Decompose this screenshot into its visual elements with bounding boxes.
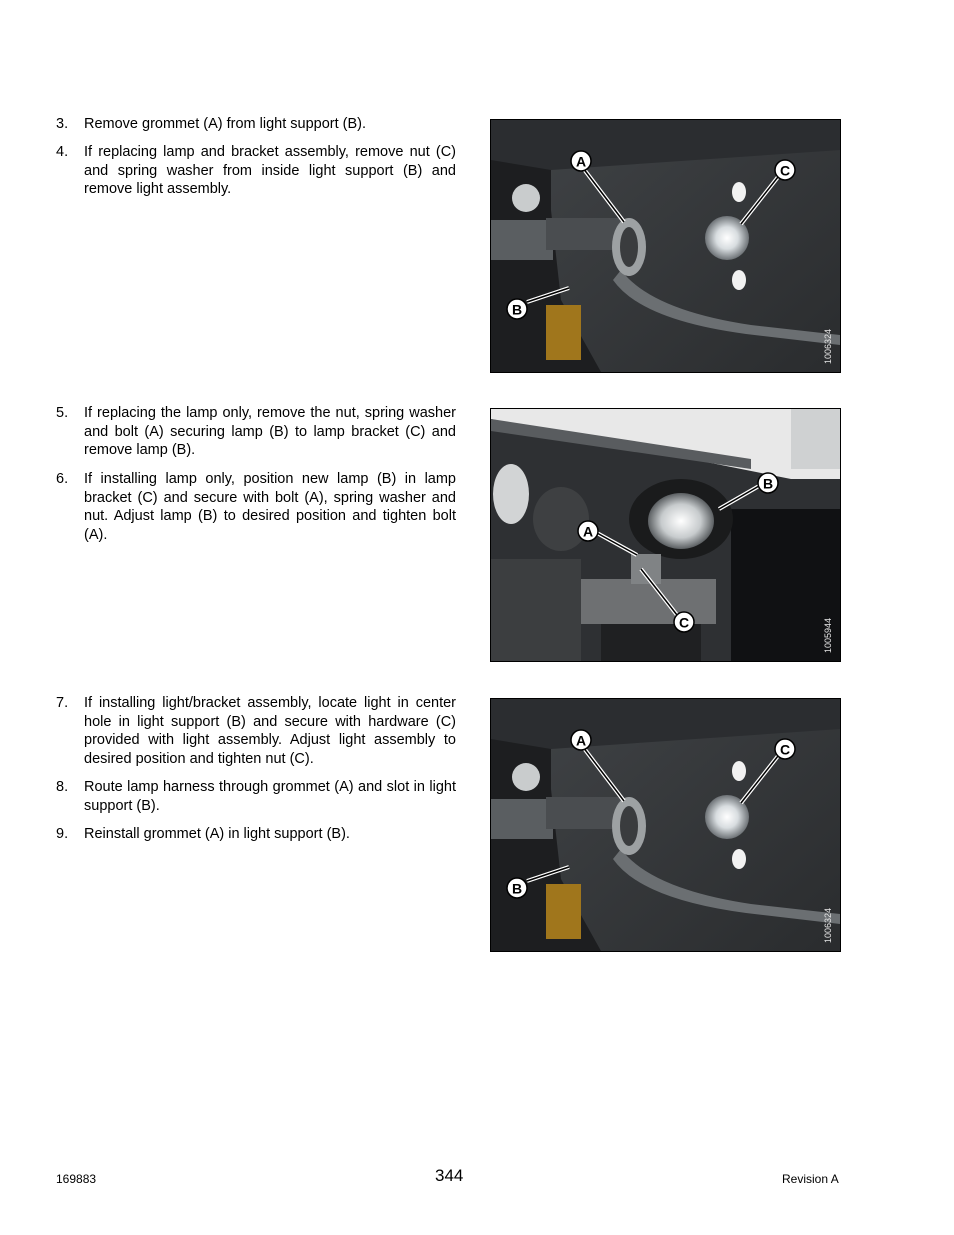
document-number: 169883 bbox=[56, 1172, 97, 1186]
callout-b: B bbox=[511, 880, 523, 897]
step-number: 4. bbox=[56, 144, 69, 160]
revision-label: Revision A bbox=[782, 1172, 839, 1186]
step-6 bbox=[56, 470, 456, 545]
callout-b: B bbox=[511, 301, 523, 318]
callout-c: C bbox=[678, 614, 690, 631]
step-text: Reinstall grommet (A) in light support (B). bbox=[84, 826, 350, 842]
figure-id: 1006324 bbox=[823, 328, 833, 364]
callout-b: B bbox=[762, 475, 774, 492]
step-7 bbox=[56, 694, 456, 769]
step-text: Remove grommet (A) from light support (B). bbox=[84, 116, 367, 132]
callout-a: A bbox=[575, 153, 587, 170]
step-number: 7. bbox=[56, 695, 69, 711]
step-4 bbox=[56, 143, 456, 199]
step-number: 9. bbox=[56, 826, 69, 842]
step-text: Route lamp harness through grommet (A) and slot in light support (B). bbox=[84, 779, 456, 814]
step-text: If replacing the lamp only, remove the nut, spring washer and bolt (A) securing lamp (B) to lamp bracket (C) and remove lamp (B). bbox=[84, 405, 456, 459]
figure-light-support-grommet bbox=[490, 119, 841, 373]
figure-id: 1006324 bbox=[823, 907, 833, 943]
step-number: 8. bbox=[56, 779, 69, 795]
callout-a: A bbox=[575, 732, 587, 749]
figure-id: 1005944 bbox=[823, 617, 833, 653]
step-9 bbox=[56, 825, 456, 844]
step-text: If installing lamp only, position new lamp (B) in lamp bracket (C) and secure with bolt (A), spring washer and nut. Adjust lamp (B) to desired position and tighten bolt (A). bbox=[84, 471, 456, 544]
step-text: If installing light/bracket assembly, locate light in center hole in light support (B) and secure with hardware (C) provided with light assembly. Adjust light assembly to desired position and tighten nut (C). bbox=[84, 695, 456, 768]
step-number: 3. bbox=[56, 116, 69, 132]
step-number: 5. bbox=[56, 405, 69, 421]
step-8 bbox=[56, 778, 456, 815]
callout-c: C bbox=[779, 162, 791, 179]
photo-illustration bbox=[491, 699, 840, 951]
step-5 bbox=[56, 404, 456, 460]
figure-light-support-install bbox=[490, 698, 841, 952]
photo-illustration bbox=[491, 409, 840, 661]
callout-c: C bbox=[779, 741, 791, 758]
step-number: 6. bbox=[56, 471, 69, 487]
photo-illustration bbox=[491, 120, 840, 372]
step-text: If replacing lamp and bracket assembly, remove nut (C) and spring washer from inside light support (B) and remove light assembly. bbox=[84, 144, 456, 198]
step-3 bbox=[56, 115, 456, 134]
callout-a: A bbox=[582, 523, 594, 540]
figure-lamp-bracket bbox=[490, 408, 841, 662]
page-number: 344 bbox=[435, 1166, 464, 1185]
